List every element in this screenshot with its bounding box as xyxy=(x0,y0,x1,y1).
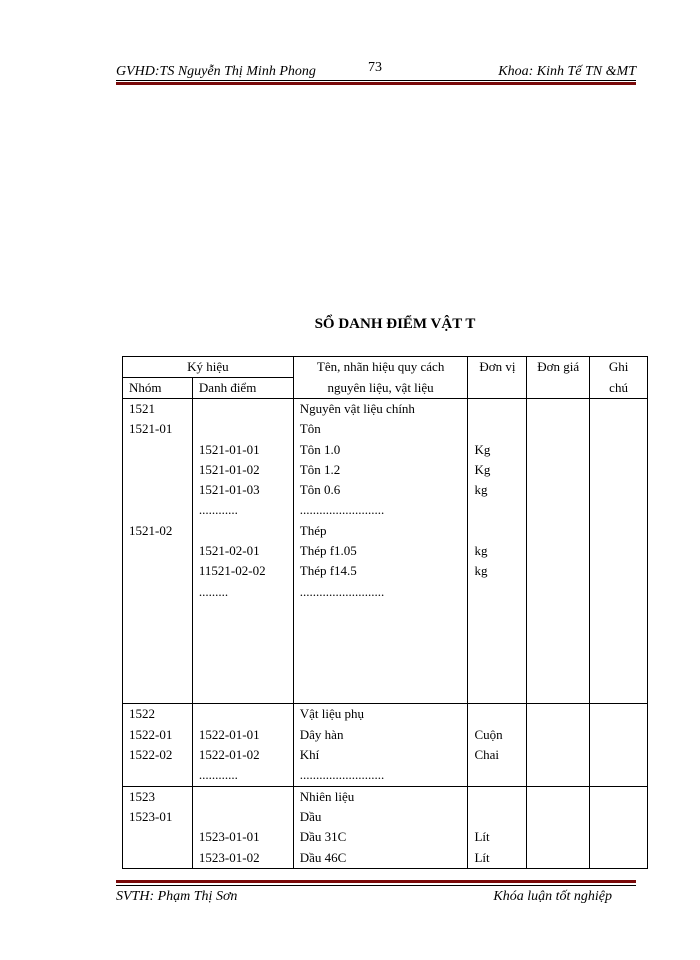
cell-group xyxy=(123,500,193,520)
table-row xyxy=(123,807,648,827)
cell-price xyxy=(527,561,590,581)
table-row xyxy=(123,622,648,642)
cell-note xyxy=(590,663,648,683)
cell-price xyxy=(527,643,590,663)
header-rule-thin xyxy=(116,80,636,81)
cell-price xyxy=(527,500,590,520)
cell-note xyxy=(590,745,648,765)
cell-group xyxy=(123,622,193,642)
cell-price xyxy=(527,419,590,439)
cell-unit: Chai xyxy=(468,745,527,765)
cell-note xyxy=(590,725,648,745)
cell-unit: Lít xyxy=(468,827,527,847)
cell-code: 1523-01-02 xyxy=(192,848,293,869)
cell-name: .......................... xyxy=(293,582,468,602)
table-row xyxy=(123,561,648,581)
footer-rule-thin xyxy=(116,885,636,886)
cell-code xyxy=(192,521,293,541)
header-price-blank xyxy=(527,378,590,399)
cell-unit xyxy=(468,683,527,704)
cell-note xyxy=(590,704,648,725)
table-row xyxy=(123,725,648,745)
footer-rule-thick xyxy=(116,880,636,883)
cell-group: 1522-01 xyxy=(123,725,193,745)
cell-name: Dầu 31C xyxy=(293,827,468,847)
cell-name: .......................... xyxy=(293,500,468,520)
cell-note xyxy=(590,848,648,869)
cell-unit: Kg xyxy=(468,440,527,460)
cell-name: Tôn 1.2 xyxy=(293,460,468,480)
cell-unit xyxy=(468,622,527,642)
table-row xyxy=(123,440,648,460)
cell-unit: Cuộn xyxy=(468,725,527,745)
cell-code: 1523-01-01 xyxy=(192,827,293,847)
header-supervisor: GVHD:TS Nguyễn Thị Minh Phong xyxy=(116,64,316,79)
cell-name: Tôn xyxy=(293,419,468,439)
cell-code: 1521-01-02 xyxy=(192,460,293,480)
cell-group xyxy=(123,827,193,847)
cell-group xyxy=(123,683,193,704)
header-code: Danh điểm xyxy=(192,378,293,399)
cell-group xyxy=(123,663,193,683)
table-row xyxy=(123,704,648,725)
cell-name: Dầu xyxy=(293,807,468,827)
cell-unit xyxy=(468,704,527,725)
header-name-line1: Tên, nhãn hiệu quy cách xyxy=(293,357,468,378)
cell-unit: kg xyxy=(468,541,527,561)
cell-group xyxy=(123,541,193,561)
cell-unit: kg xyxy=(468,561,527,581)
table-row xyxy=(123,848,648,869)
material-ledger-table xyxy=(122,356,648,869)
table-row xyxy=(123,602,648,622)
cell-price xyxy=(527,399,590,420)
cell-price xyxy=(527,663,590,683)
cell-price xyxy=(527,440,590,460)
cell-note xyxy=(590,500,648,520)
cell-group: 1522-02 xyxy=(123,745,193,765)
cell-unit xyxy=(468,419,527,439)
table-row xyxy=(123,521,648,541)
cell-note xyxy=(590,765,648,786)
table-row xyxy=(123,683,648,704)
cell-name xyxy=(293,602,468,622)
cell-name: Nguyên vật liệu chính xyxy=(293,399,468,420)
cell-code xyxy=(192,786,293,807)
cell-price xyxy=(527,765,590,786)
page-number: 73 xyxy=(368,60,382,75)
table-row xyxy=(123,500,648,520)
cell-note xyxy=(590,521,648,541)
cell-unit xyxy=(468,521,527,541)
cell-unit xyxy=(468,602,527,622)
table-row xyxy=(123,399,648,420)
table-row xyxy=(123,663,648,683)
cell-note xyxy=(590,622,648,642)
cell-code xyxy=(192,622,293,642)
cell-price xyxy=(527,745,590,765)
cell-name: Nhiên liệu xyxy=(293,786,468,807)
cell-price xyxy=(527,827,590,847)
cell-note xyxy=(590,827,648,847)
cell-price xyxy=(527,582,590,602)
cell-group xyxy=(123,848,193,869)
cell-note xyxy=(590,807,648,827)
cell-name: Vật liệu phụ xyxy=(293,704,468,725)
table-row xyxy=(123,460,648,480)
cell-note xyxy=(590,786,648,807)
cell-price xyxy=(527,848,590,869)
footer-student: SVTH: Phạm Thị Sơn xyxy=(116,889,238,904)
cell-code xyxy=(192,643,293,663)
header-rule-thick xyxy=(116,82,636,85)
cell-group: 1523 xyxy=(123,786,193,807)
cell-unit: Lít xyxy=(468,848,527,869)
cell-unit: kg xyxy=(468,480,527,500)
cell-name: .......................... xyxy=(293,765,468,786)
cell-price xyxy=(527,541,590,561)
cell-name: Dầu 46C xyxy=(293,848,468,869)
cell-unit xyxy=(468,399,527,420)
cell-group xyxy=(123,602,193,622)
header-note-line2: chú xyxy=(590,378,648,399)
cell-note xyxy=(590,399,648,420)
table-row xyxy=(123,582,648,602)
cell-note xyxy=(590,460,648,480)
table-row xyxy=(123,827,648,847)
header-unit-blank xyxy=(468,378,527,399)
cell-group xyxy=(123,582,193,602)
cell-note xyxy=(590,683,648,704)
cell-code: ............ xyxy=(192,765,293,786)
cell-name: Tôn 0.6 xyxy=(293,480,468,500)
cell-price xyxy=(527,460,590,480)
cell-price xyxy=(527,725,590,745)
header-faculty: Khoa: Kinh Tế TN &MT xyxy=(498,64,636,79)
table-row xyxy=(123,419,648,439)
header-group: Nhóm xyxy=(123,378,193,399)
cell-group: 1521-01 xyxy=(123,419,193,439)
table-row xyxy=(123,643,648,663)
cell-note xyxy=(590,541,648,561)
cell-group xyxy=(123,643,193,663)
cell-group: 1521-02 xyxy=(123,521,193,541)
cell-price xyxy=(527,622,590,642)
ledger-body xyxy=(123,399,648,869)
cell-group xyxy=(123,765,193,786)
cell-name xyxy=(293,683,468,704)
cell-note xyxy=(590,480,648,500)
cell-price xyxy=(527,807,590,827)
cell-price xyxy=(527,786,590,807)
cell-group: 1522 xyxy=(123,704,193,725)
table-row xyxy=(123,480,648,500)
cell-code: 1522-01-01 xyxy=(192,725,293,745)
cell-name: Khí xyxy=(293,745,468,765)
footer-thesis: Khóa luận tốt nghiệp xyxy=(493,889,612,904)
page-header xyxy=(116,60,636,80)
cell-unit xyxy=(468,663,527,683)
cell-price xyxy=(527,704,590,725)
header-note-line1: Ghi xyxy=(590,357,648,378)
cell-name: Thép f14.5 xyxy=(293,561,468,581)
cell-code xyxy=(192,704,293,725)
cell-note xyxy=(590,419,648,439)
cell-group xyxy=(123,440,193,460)
cell-unit xyxy=(468,582,527,602)
cell-group xyxy=(123,480,193,500)
cell-code xyxy=(192,683,293,704)
cell-name: Dây hàn xyxy=(293,725,468,745)
cell-name: Thép xyxy=(293,521,468,541)
cell-code: ......... xyxy=(192,582,293,602)
cell-unit xyxy=(468,500,527,520)
cell-note xyxy=(590,561,648,581)
cell-code xyxy=(192,807,293,827)
cell-note xyxy=(590,643,648,663)
header-price: Đơn giá xyxy=(527,357,590,378)
cell-unit xyxy=(468,643,527,663)
header-unit: Đơn vị xyxy=(468,357,527,378)
header-name-line2: nguyên liệu, vật liệu xyxy=(293,378,468,399)
cell-group: 1523-01 xyxy=(123,807,193,827)
cell-group xyxy=(123,460,193,480)
cell-price xyxy=(527,521,590,541)
cell-name: Tôn 1.0 xyxy=(293,440,468,460)
cell-unit xyxy=(468,765,527,786)
cell-name xyxy=(293,622,468,642)
cell-group xyxy=(123,561,193,581)
cell-code xyxy=(192,602,293,622)
cell-code: 1521-01-01 xyxy=(192,440,293,460)
cell-note xyxy=(590,582,648,602)
cell-price xyxy=(527,683,590,704)
cell-code: 1521-01-03 xyxy=(192,480,293,500)
table-row xyxy=(123,541,648,561)
cell-price xyxy=(527,480,590,500)
cell-price xyxy=(527,602,590,622)
table-row xyxy=(123,745,648,765)
cell-unit: Kg xyxy=(468,460,527,480)
cell-code xyxy=(192,663,293,683)
cell-name xyxy=(293,643,468,663)
cell-unit xyxy=(468,807,527,827)
page-title: SỔ DANH ĐIỂM VẬT T xyxy=(314,316,476,332)
cell-group: 1521 xyxy=(123,399,193,420)
cell-note xyxy=(590,440,648,460)
cell-code xyxy=(192,399,293,420)
cell-code xyxy=(192,419,293,439)
cell-code: 11521-02-02 xyxy=(192,561,293,581)
header-symbol-group: Ký hiệu xyxy=(123,357,294,378)
cell-note xyxy=(590,602,648,622)
cell-code: ............ xyxy=(192,500,293,520)
table-row xyxy=(123,786,648,807)
cell-unit xyxy=(468,786,527,807)
cell-name: Thép f1.05 xyxy=(293,541,468,561)
cell-name xyxy=(293,663,468,683)
cell-code: 1522-01-02 xyxy=(192,745,293,765)
cell-code: 1521-02-01 xyxy=(192,541,293,561)
table-row xyxy=(123,765,648,786)
